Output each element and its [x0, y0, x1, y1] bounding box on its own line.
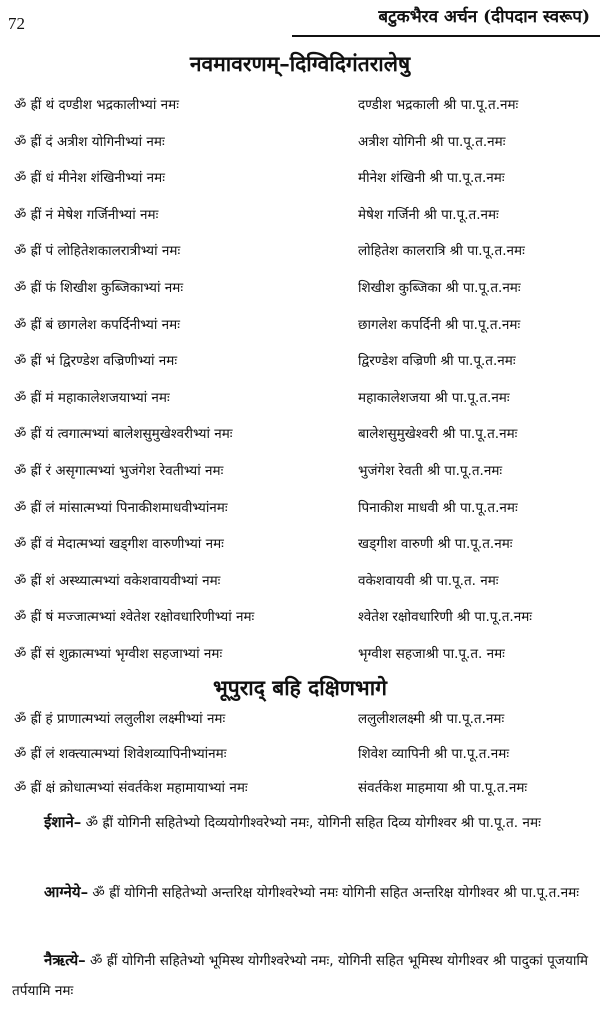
mantra-row	[0, 91, 600, 120]
paragraph-nairritye	[12, 945, 590, 1006]
mantra-right: भुजंगेश रेवती श्री पा.पू.त.नमः	[358, 463, 503, 479]
mantra-right: वकेशवायवी श्री पा.पू.त. नमः	[358, 572, 499, 589]
mantra-row	[0, 420, 600, 449]
paragraph-text: ॐ ह्रीं योगिनी सहितेभ्यो दिव्ययोगीश्वरेभ्यो नमः, योगिनी सहित दिव्य योगीश्वर श्री पा.पू.त. नमः	[81, 815, 541, 831]
mantra-right: शिखीश कुब्जिका श्री पा.पू.त.नमः	[358, 280, 521, 296]
mantra-left: ॐ ह्रीं थं दण्डीश भद्रकालीभ्यां नमः	[14, 97, 179, 113]
page-number: 72	[8, 14, 25, 33]
mantra-left: ॐ ह्रीं दं अत्रीश योगिनीभ्यां नमः	[14, 133, 165, 150]
paragraph-agneye	[12, 877, 590, 908]
mantra-row	[0, 347, 600, 376]
mantra-row	[0, 457, 600, 486]
paragraph-lead: आग्नेये–	[44, 883, 89, 901]
paragraph-lead: ईशाने–	[44, 813, 82, 831]
mantra-right: बालेशसुमुखेश्वरी श्री पा.पू.त.नमः	[358, 426, 518, 443]
mantra-right: पिनाकीश माधवी श्री पा.पू.त.नमः	[358, 499, 518, 516]
mantra-right: लोहितेश कालरात्रि श्री पा.पू.त.नमः	[358, 243, 525, 260]
mantra-left: ॐ ह्रीं सं शुक्रात्मभ्यां भृग्वीश सहजाभ्यां नमः	[14, 646, 223, 662]
mantra-left: ॐ ह्रीं मं महाकालेशजयाभ्यां नमः	[14, 389, 170, 406]
mantra-row	[0, 201, 600, 230]
mantra-right: भृग्वीश सहजाश्री पा.पू.त. नमः	[358, 646, 505, 662]
paragraph-ishane	[12, 807, 590, 838]
mantra-right: शिवेश व्यापिनी श्री पा.पू.त.नमः	[358, 745, 510, 762]
mantra-left: ॐ ह्रीं यं त्वगात्मभ्यां बालेशसुमुखेश्वरीभ्यां नमः	[14, 426, 233, 443]
section-heading-bhupurad: भूपुराद् बहि दक्षिणभागे	[213, 675, 387, 700]
page-header	[0, 0, 600, 38]
mantra-left: ॐ ह्रीं धं मीनेश शंखिनीभ्यां नमः	[14, 170, 165, 187]
mantra-left: ॐ ह्रीं भं द्विरण्डेश वज्रिणीभ्यां नमः	[14, 353, 178, 370]
mantra-left: ॐ ह्रीं हं प्राणात्मभ्यां ललुलीश लक्ष्मीभ्यां नमः	[14, 711, 226, 727]
mantra-row	[0, 774, 600, 803]
paragraph-text: ॐ ह्रीं योगिनी सहितेभ्यो भूमिस्थ योगीश्वरेभ्यो नमः, योगिनी सहित भूमिस्थ योगीश्वर श्री पादुकां पूजयामि तर्पयामि नमः	[12, 953, 588, 999]
mantra-left: ॐ ह्रीं नं मेषेश गर्जिनीभ्यां नमः	[14, 206, 159, 223]
mantra-left: ॐ ह्रीं क्षं क्रोधात्मभ्यां संवर्तकेश महामायाभ्यां नमः	[14, 780, 248, 796]
mantra-left: ॐ ह्रीं फं शिखीश कुब्जिकाभ्यां नमः	[14, 280, 184, 296]
mantra-row	[0, 740, 600, 769]
section-heading-navamavaranam: नवमावरणम्–दिग्विदिगंतरालेषु	[189, 51, 411, 76]
mantra-row	[0, 567, 600, 596]
mantra-row	[0, 274, 600, 303]
mantra-row	[0, 311, 600, 340]
mantra-right: अत्रीश योगिनी श्री पा.पू.त.नमः	[358, 133, 506, 150]
paragraph-text: ॐ ह्रीं योगिनी सहितेभ्यो अन्तरिक्ष योगीश्वरेभ्यो नमः योगिनी सहित अन्तरिक्ष योगीश्वर श्री पा.पू.त.नमः	[88, 885, 580, 901]
mantra-left: ॐ ह्रीं षं मज्जात्मभ्यां श्वेतेश रक्षोवधारिणीभ्यां नमः	[14, 609, 255, 626]
mantra-right: द्विरण्डेश वज्रिणी श्री पा.पू.त.नमः	[358, 353, 516, 370]
mantra-right: ललुलीशलक्ष्मी श्री पा.पू.त.नमः	[358, 711, 505, 727]
mantra-left: ॐ ह्रीं रं असृगात्मभ्यां भुजंगेश रेवतीभ्यां नमः	[14, 463, 224, 479]
mantra-row	[0, 384, 600, 413]
mantra-row	[0, 603, 600, 632]
mantra-row	[0, 705, 600, 734]
mantra-left: ॐ ह्रीं वं मेदात्मभ्यां खड्गीश वारुणीभ्यां नमः	[14, 536, 224, 553]
mantra-row	[0, 530, 600, 559]
mantra-row	[0, 164, 600, 193]
mantra-right: छागलेश कपर्दिनी श्री पा.पू.त.नमः	[358, 316, 521, 333]
paragraph-lead: नैऋत्ये–	[44, 951, 86, 969]
mantra-right: महाकालेशजया श्री पा.पू.त.नमः	[358, 389, 510, 406]
mantra-right: खड्गीश वारुणी श्री पा.पू.त.नमः	[358, 536, 513, 553]
mantra-row	[0, 237, 600, 266]
running-title: बटुकभैरव अर्चन (दीपदान स्वरूप)	[378, 7, 590, 27]
mantra-row	[0, 494, 600, 523]
mantra-right: मीनेश शंखिनी श्री पा.पू.त.नमः	[358, 170, 505, 187]
mantra-right: मेषेश गर्जिनी श्री पा.पू.त.नमः	[358, 206, 499, 223]
mantra-right: दण्डीश भद्रकाली श्री पा.पू.त.नमः	[358, 97, 519, 113]
mantra-left: ॐ ह्रीं लं शक्त्यात्मभ्यां शिवेशव्यापिनीभ्यांनमः	[14, 745, 227, 762]
mantra-right: संवर्तकेश माहमाया श्री पा.पू.त.नमः	[358, 780, 528, 796]
mantra-left: ॐ ह्रीं बं छागलेश कपर्दिनीभ्यां नमः	[14, 316, 180, 333]
header-rule	[292, 35, 600, 37]
mantra-left: ॐ ह्रीं लं मांसात्मभ्यां पिनाकीशमाधवीभ्यांनमः	[14, 499, 228, 516]
mantra-right: श्वेतेश रक्षोवधारिणी श्री पा.पू.त.नमः	[358, 609, 533, 626]
mantra-left: ॐ ह्रीं पं लोहितेशकालरात्रीभ्यां नमः	[14, 243, 181, 260]
mantra-row	[0, 640, 600, 669]
mantra-row	[0, 128, 600, 157]
mantra-left: ॐ ह्रीं शं अस्थ्यात्मभ्यां वकेशवायवीभ्यां नमः	[14, 572, 221, 589]
